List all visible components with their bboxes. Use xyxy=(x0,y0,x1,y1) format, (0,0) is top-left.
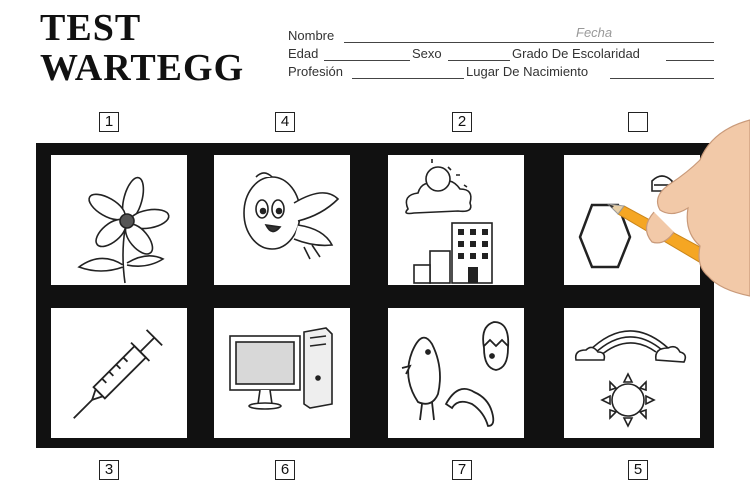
lugar-field[interactable] xyxy=(610,78,714,79)
cell-6[interactable] xyxy=(214,308,350,438)
nombre-label: Nombre xyxy=(288,28,335,43)
cell-2[interactable] xyxy=(214,155,350,285)
computer-icon xyxy=(214,308,350,438)
profesion-field[interactable] xyxy=(352,78,464,79)
cell-1[interactable] xyxy=(51,155,187,285)
grado-field[interactable] xyxy=(666,60,714,61)
bird-icon xyxy=(214,155,350,285)
form-row-2 xyxy=(288,46,718,64)
order-box-3[interactable]: 2 xyxy=(452,112,472,132)
form-row-1 xyxy=(288,25,718,46)
chick-egg-worm-icon xyxy=(388,308,524,438)
edad-field[interactable] xyxy=(324,60,410,61)
sexo-field[interactable] xyxy=(448,60,510,61)
order-box-1[interactable]: 1 xyxy=(99,112,119,132)
sexo-label: Sexo xyxy=(412,46,442,61)
order-box-7[interactable]: 7 xyxy=(452,460,472,480)
lugar-label: Lugar De Nacimiento xyxy=(466,64,589,79)
cell-7[interactable] xyxy=(388,308,524,438)
personal-data-form xyxy=(288,25,718,82)
order-box-5[interactable]: 3 xyxy=(99,460,119,480)
cell-5[interactable] xyxy=(51,308,187,438)
title-line-wartegg: WARTEGG xyxy=(40,47,245,89)
order-box-2[interactable]: 4 xyxy=(275,112,295,132)
order-box-6[interactable]: 6 xyxy=(275,460,295,480)
flower-icon xyxy=(51,155,187,285)
hand-with-pencil-icon xyxy=(600,100,750,340)
title-line-test: TEST xyxy=(40,7,142,49)
syringe-icon xyxy=(51,308,187,438)
nombre-field[interactable] xyxy=(344,42,714,43)
order-box-8[interactable]: 5 xyxy=(628,460,648,480)
grado-label: Grado De Escolaridad xyxy=(512,46,640,61)
fecha-label: Fecha xyxy=(576,25,613,40)
cloud-building-icon xyxy=(388,155,524,285)
edad-label: Edad xyxy=(288,46,319,61)
cell-3[interactable] xyxy=(388,155,524,285)
profesion-label: Profesión xyxy=(288,64,343,79)
test-title xyxy=(40,8,244,88)
form-row-3 xyxy=(288,64,718,82)
